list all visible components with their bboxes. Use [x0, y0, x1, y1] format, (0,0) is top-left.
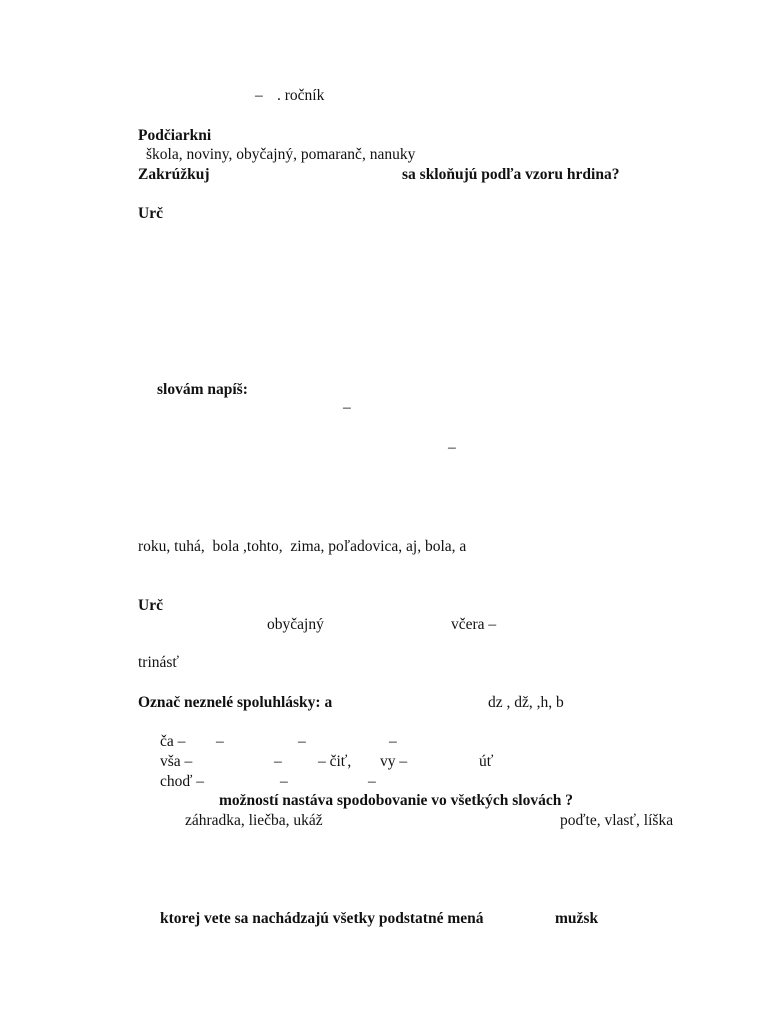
task8-row2-item: –: [274, 753, 282, 770]
task7-letters: dz , dž, ,h, b: [488, 694, 564, 711]
task8-row1-item: –: [216, 733, 224, 750]
task5-words: roku, tuhá, bola ,tohto, zima, poľadovica, aj, bola, a: [138, 538, 467, 555]
task9-option-a: záhradka, liečba, ukáž: [185, 812, 323, 829]
task8-row1-item: –: [389, 733, 397, 750]
task6-heading: Urč: [138, 597, 163, 614]
task8-row2-item: vy –: [380, 753, 408, 770]
task6-word-3: trinásť: [138, 654, 180, 671]
task8-row2-item: – čiť,: [318, 753, 352, 770]
task8-row3-item: –: [368, 773, 376, 790]
task10-heading-start: ktorej vete sa nachádzajú všetky podstatné mená: [160, 910, 484, 927]
task4-heading: slovám napíš:: [157, 381, 248, 398]
task10-heading-end: mužsk: [555, 910, 599, 927]
task8-row1-item: ča –: [160, 733, 186, 750]
task4-dash-2: –: [448, 439, 456, 456]
task9-heading: možností nastáva spodobovanie vo všetkých slovách ?: [219, 792, 573, 809]
task8-row3-item: –: [280, 773, 288, 790]
task6-word-1: obyčajný: [267, 616, 324, 633]
task2-heading-start: Zakrúžkuj: [138, 166, 210, 183]
task8-row2-item: úť: [479, 753, 494, 770]
task1-words: škola, noviny, obyčajný, pomaranč, nanuky: [146, 146, 416, 163]
task9-option-b: poďte, vlasť, líška: [560, 812, 674, 829]
task4-dash-1: –: [343, 399, 351, 416]
task8-row2-item: vša –: [160, 753, 193, 770]
task6-word-2: včera –: [451, 616, 497, 633]
header-dash: –: [255, 87, 263, 104]
task8-row3-item: choď –: [160, 773, 205, 790]
task3-heading: Urč: [138, 205, 163, 222]
task2-heading-end: sa skloňujú podľa vzoru hrdina?: [402, 166, 620, 183]
task7-heading: Označ neznelé spoluhlásky: a: [138, 694, 333, 711]
task8-row1-item: –: [298, 733, 306, 750]
header-grade: . ročník: [277, 87, 325, 104]
task1-heading: Podčiarkni: [138, 127, 212, 144]
